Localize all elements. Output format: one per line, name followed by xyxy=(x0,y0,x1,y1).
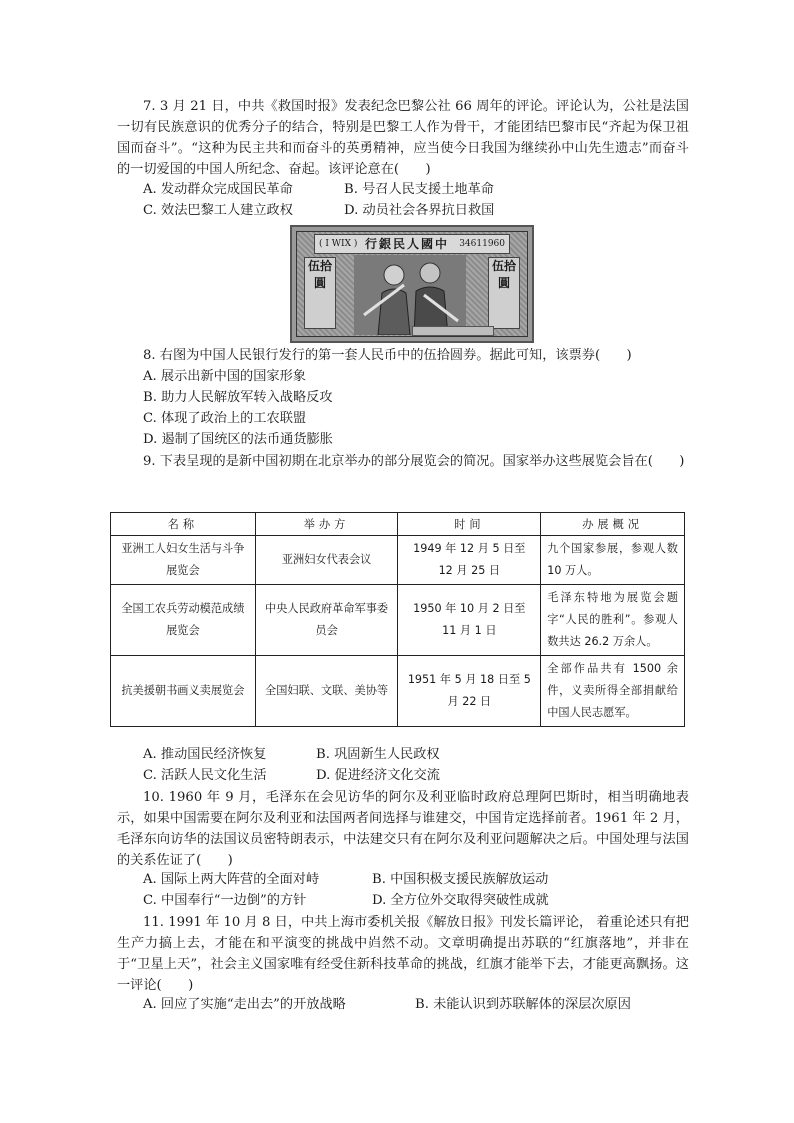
q8-option-b: B. 助力人民解放军转入战略反攻 xyxy=(143,390,333,405)
q10-option-a: A. 国际上两大阵营的全面对峙 xyxy=(143,872,320,887)
question-7-text: 7. 3 月 21 日，中共《救国时报》发表纪念巴黎公社 66 周年的评论。评论认为，公社是法国一切有民族意识的优秀分子的结合，特别是巴黎工人作为骨干，才能团结巴黎市民“齐起为保卫祖国而奋斗”。“这种为民主共和而奋斗的英勇精神，应当使今日我国为继续孙中山先生遗志”而奋斗的一切爱国的中国人所纪念、奋起。该评论意在( ) xyxy=(117,99,689,177)
banknote-image xyxy=(290,225,534,343)
q10-option-c: C. 中国奉行“一边倒”的方针 xyxy=(143,893,307,908)
table-header-organizer: 举办方 xyxy=(255,513,398,536)
table-header-time: 时间 xyxy=(398,513,541,536)
table-cell: 1951 年 5 月 18 日至 5 月 22 日 xyxy=(398,656,541,727)
table-row xyxy=(111,536,685,585)
table-row xyxy=(111,585,685,656)
q8-option-a: A. 展示出新中国的国家形象 xyxy=(143,369,306,384)
table-cell: 亚洲工人妇女生活与斗争展览会 xyxy=(111,536,256,585)
q9-option-a: A. 推动国民经济恢复 xyxy=(143,747,267,762)
table-cell: 全国工农兵劳动模范成绩展览会 xyxy=(111,585,256,656)
banknote-serial: 34611960 xyxy=(459,239,505,249)
table-cell: 1950 年 10 月 2 日至 11 月 1 日 xyxy=(398,585,541,656)
table-header-name: 名称 xyxy=(111,513,256,536)
banknote-bottom-band xyxy=(412,326,494,336)
question-7 xyxy=(117,96,689,180)
question-11-text: 11. 1991 年 10 月 8 日，中共上海市委机关报《解放日报》刊发长篇评论， 着重论述只有把生产力搞上去，才能在和平演变的挑战中岿然不动。文章明确提出苏联的“红旗落地”，并非在于“卫星上天”，社会主义国家唯有经受住新科技革命的挑战，红旗才能举下去，才能更高飘扬。这一评论( ) xyxy=(117,915,689,993)
q9-option-c: C. 活跃人民文化生活 xyxy=(143,768,267,783)
question-8 xyxy=(117,345,689,366)
table-header-row xyxy=(111,513,685,536)
q11-option-a: A. 回应了实施“走出去”的开放战略 xyxy=(143,997,346,1012)
q8-option-c: C. 体现了政治上的工农联盟 xyxy=(143,411,307,426)
q7-option-c: C. 效法巴黎工人建立政权 xyxy=(143,203,293,218)
q10-option-d: D. 全方位外交取得突破性成就 xyxy=(372,893,549,908)
q8-option-d: D. 遏制了国统区的法币通货膨胀 xyxy=(143,432,333,447)
q7-option-a: A. 发动群众完成国民革命 xyxy=(143,182,293,197)
table-cell: 九个国家参展，参观人数 10 万人。 xyxy=(541,536,685,585)
banknote-title: 行銀民人國中 xyxy=(365,237,450,251)
table-cell: 毛泽东特地为展览会题字“人民的胜利”。参观人数共达 26.2 万余人。 xyxy=(541,585,685,656)
table-cell: 抗美援朝书画义卖展览会 xyxy=(111,656,256,727)
q7-option-d: D. 动员社会各界抗日救国 xyxy=(344,203,495,218)
table-cell: 亚洲妇女代表会议 xyxy=(255,536,398,585)
banknote-workers-illustration xyxy=(354,255,466,335)
table-cell: 中央人民政府革命军事委员会 xyxy=(255,585,398,656)
question-11 xyxy=(117,912,689,996)
table-header-overview: 办展概况 xyxy=(541,513,685,536)
banknote-top-strip xyxy=(314,234,510,254)
table-cell: 全国妇联、文联、美协等 xyxy=(255,656,398,727)
q9-option-b: B. 巩固新生人民政权 xyxy=(316,747,440,762)
q10-option-b: B. 中国积极支援民族解放运动 xyxy=(372,872,549,887)
table-cell: 1949 年 12 月 5 日至 12 月 25 日 xyxy=(398,536,541,585)
question-10 xyxy=(117,787,689,871)
question-10-text: 10. 1960 年 9 月，毛泽东在会见访华的阿尔及利亚临时政府总理阿巴斯时，相当明确地表示，如果中国需要在阿尔及利亚和法国两者间选择与谁建交，中国肯定选择前者。1961 年 2 月，毛泽东向访华的法国议员密特朗表示，中法建交只有在阿尔及利亚问题解决之后。中国处理与法国的关系佐证了( ) xyxy=(117,790,689,868)
table-row xyxy=(111,656,685,727)
exhibition-table xyxy=(110,512,685,727)
q9-option-d: D. 促进经济文化交流 xyxy=(316,768,440,783)
question-9-text: 9. 下表呈现的是新中国初期在北京举办的部分展览会的简况。国家举办这些展览会旨在( ) xyxy=(143,454,685,469)
question-8-text: 8. 右图为中国人民银行发行的第一套人民币中的伍拾圆券。据此可知，该票券( ) xyxy=(143,348,632,363)
question-9 xyxy=(117,451,689,472)
banknote-series: ( I WIX ) xyxy=(319,239,358,249)
banknote-value-right: 伍拾圓 xyxy=(488,257,520,329)
q11-option-b: B. 未能认识到苏联解体的深层次原因 xyxy=(415,997,631,1012)
table-cell: 全部作品共有 1500 余件，义卖所得全部捐献给中国人民志愿军。 xyxy=(541,656,685,727)
banknote-value-left: 伍拾圓 xyxy=(304,257,336,329)
q7-option-b: B. 号召人民支援土地革命 xyxy=(344,182,494,197)
